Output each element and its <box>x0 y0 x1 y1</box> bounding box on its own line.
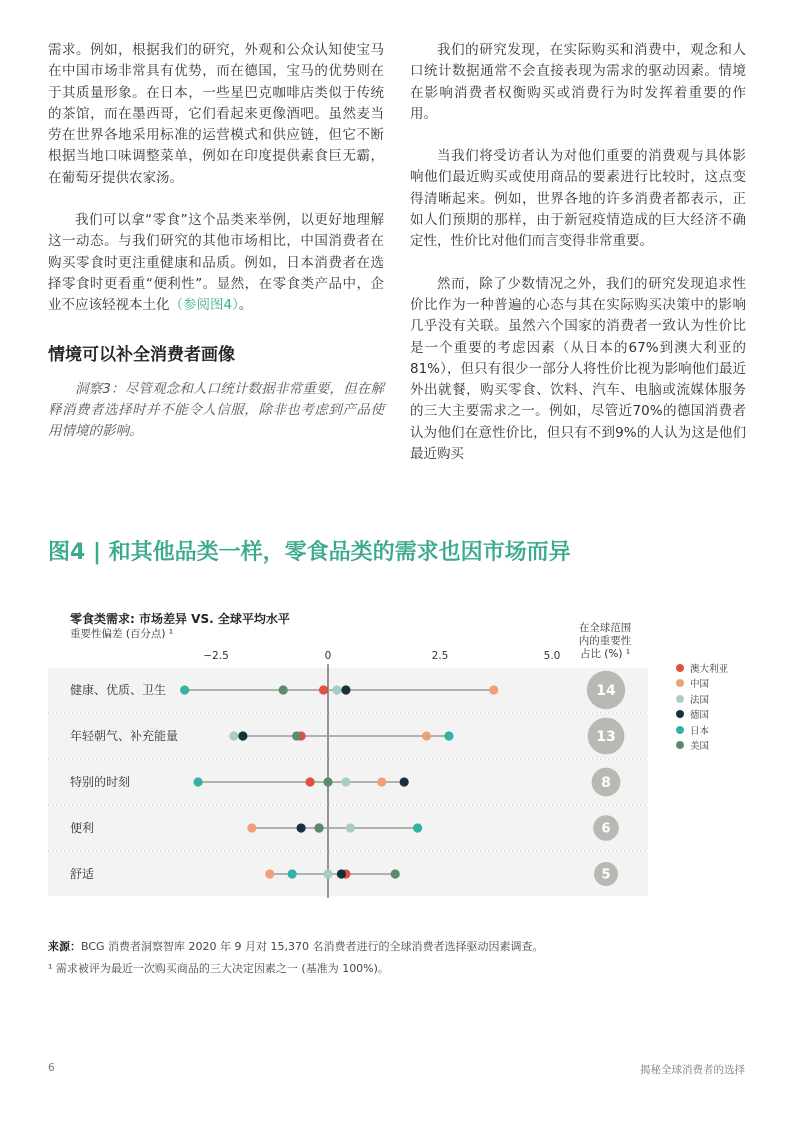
legend-label: 中国 <box>690 679 710 691</box>
right-column <box>410 40 746 486</box>
right-paragraph-2: 当我们将受访者认为对他们重要的消费观与具体影响他们最近购买或使用商品的要素进行比较时，这点变得清晰起来。例如，世界各地的许多消费者都表示，正如人们预期的那样，由于新冠疫情造成的巨大经济不确定性，性价比对他们而言变得非常重要。 <box>410 148 746 250</box>
data-point <box>444 731 453 740</box>
data-point <box>341 777 350 786</box>
legend-item <box>676 676 728 692</box>
data-point <box>489 685 498 694</box>
insight-3: 洞察3：尽管观念和人口统计数据非常重要，但在解释消费者选择时并不能令人信服，除非也考虑到产品使用情境的影响。 <box>48 380 384 440</box>
page-number: 6 <box>48 1062 55 1074</box>
data-point <box>297 823 306 832</box>
share-header-line-1: 在全球范围 <box>578 622 632 634</box>
legend-label: 德国 <box>690 710 710 722</box>
snack-demand-chart <box>48 602 748 902</box>
share-value: 5 <box>601 867 611 883</box>
figure-4-reference-link[interactable]: （参阅图4） <box>169 297 239 314</box>
right-paragraph-3: 然而，除了少数情况之外，我们的研究发现追求性价比作为一种普遍的心态与其在实际购买决策中的影响几乎没有关联。虽然六个国家的消费者一致认为性价比是一个重要的考虑因素（从日本的67%到澳大利亚的81%），但只有很少一部分人将性价比视为影响他们最近外出就餐，购买零食、饮料、汽车、电脑或流媒体服务的三大主要需求之一。例如，尽管近70%的德国消费者认为他们在意性价比，但只有不到9%的人认为这是他们最近购买 <box>410 275 746 463</box>
x-tick-label: 5.0 <box>543 650 561 662</box>
left-paragraph-2 <box>48 210 384 316</box>
data-point <box>323 869 332 878</box>
chart-title: 零食类需求: 市场差异 VS. 全球平均水平 <box>70 612 290 626</box>
figure-title: 图4 | 和其他品类一样，零食品类的需求也因市场而异 <box>48 540 571 565</box>
legend-dot-icon <box>676 741 684 749</box>
share-value: 13 <box>596 729 616 745</box>
right-paragraph-1: 我们的研究发现，在实际购买和消费中，观念和人口统计数据通常不会直接表现为需求的驱动因素。情境在影响消费者权衡购买或消费行为时发挥着重要的作用。 <box>410 42 746 122</box>
legend-item <box>676 707 728 723</box>
data-point <box>319 685 328 694</box>
left-paragraph-1: 需求。例如，根据我们的研究，外观和公众认知使宝马在中国市场非常具有优势，而在德国，宝马的优势则在于其质量形象。在日本，一些星巴克咖啡店类似于传统的茶馆，而在墨西哥，它们看起来更像酒吧。虽然麦当劳在世界各地采用标准的运营模式和供应链，但它不断根据当地口味调整菜单，例如在印度提供素食巨无霸，在葡萄牙提供农家汤。 <box>48 42 384 186</box>
data-point <box>288 869 297 878</box>
left-paragraph-2-end: 。 <box>238 297 253 314</box>
data-point <box>305 777 314 786</box>
data-point <box>341 685 350 694</box>
legend-item <box>676 660 728 676</box>
category-label: 特别的时刻 <box>70 775 131 789</box>
legend-dot-icon <box>676 710 684 718</box>
data-point <box>346 823 355 832</box>
data-point <box>314 823 323 832</box>
category-label: 便利 <box>70 821 95 835</box>
category-label: 健康、优质、卫生 <box>70 683 167 697</box>
data-point <box>229 731 238 740</box>
section-heading: 情境可以补全消费者画像 <box>48 344 235 365</box>
data-point <box>193 777 202 786</box>
source-label: 来源： <box>48 940 81 953</box>
chart-subtitle: 重要性偏差 (百分点) ¹ <box>70 628 174 640</box>
data-point <box>332 685 341 694</box>
data-point <box>422 731 431 740</box>
legend-dot-icon <box>676 679 684 687</box>
legend-item <box>676 738 728 754</box>
legend-label: 美国 <box>690 741 710 753</box>
data-point <box>413 823 422 832</box>
left-column <box>48 40 384 442</box>
category-label: 年轻朝气、补充能量 <box>70 729 179 743</box>
legend-dot-icon <box>676 726 684 734</box>
legend-label: 日本 <box>690 725 710 737</box>
x-tick-label: 0 <box>324 650 332 662</box>
legend-item <box>676 691 728 707</box>
data-point <box>400 777 409 786</box>
data-point <box>247 823 256 832</box>
legend-dot-icon <box>676 664 684 672</box>
data-point <box>180 685 189 694</box>
data-point <box>391 869 400 878</box>
data-point <box>279 685 288 694</box>
data-point <box>265 869 274 878</box>
data-point <box>323 777 332 786</box>
share-header-line-3: 占比 (%) ¹ <box>579 648 631 660</box>
share-value: 8 <box>601 775 611 791</box>
share-value: 14 <box>596 683 616 699</box>
share-header-line-2: 内的重要性 <box>578 635 632 647</box>
share-value: 6 <box>601 821 611 837</box>
data-point <box>377 777 386 786</box>
x-tick-label: 2.5 <box>431 650 449 662</box>
running-title: 揭秘全球消费者的选择 <box>640 1064 745 1076</box>
legend-label: 澳大利亚 <box>690 663 729 675</box>
data-point <box>292 731 301 740</box>
chart-legend <box>676 660 728 753</box>
figure-footnote: ¹ 需求被评为最近一次购买商品的三大决定因素之一 (基准为 100%)。 <box>48 962 389 975</box>
data-point <box>238 731 247 740</box>
category-label: 舒适 <box>70 867 95 881</box>
legend-dot-icon <box>676 695 684 703</box>
legend-item <box>676 722 728 738</box>
x-tick-label: −2.5 <box>203 650 229 662</box>
figure-source <box>48 936 544 958</box>
legend-label: 法国 <box>690 694 710 706</box>
left-paragraph-2-text: 我们可以拿“零食”这个品类来举例，以更好地理解这一动态。与我们研究的其他市场相比，中国消费者在购买零食时更注重健康和品质。例如，日本消费者在选择零食时更看重“便利性”。显然，在零食类产品中，企业不应该轻视本土化 <box>48 212 384 314</box>
chart-plot <box>48 602 648 902</box>
data-point <box>337 869 346 878</box>
source-text: BCG 消费者洞察智库 2020 年 9 月对 15,370 名消费者进行的全球消费者选择驱动因素调查。 <box>81 940 544 953</box>
